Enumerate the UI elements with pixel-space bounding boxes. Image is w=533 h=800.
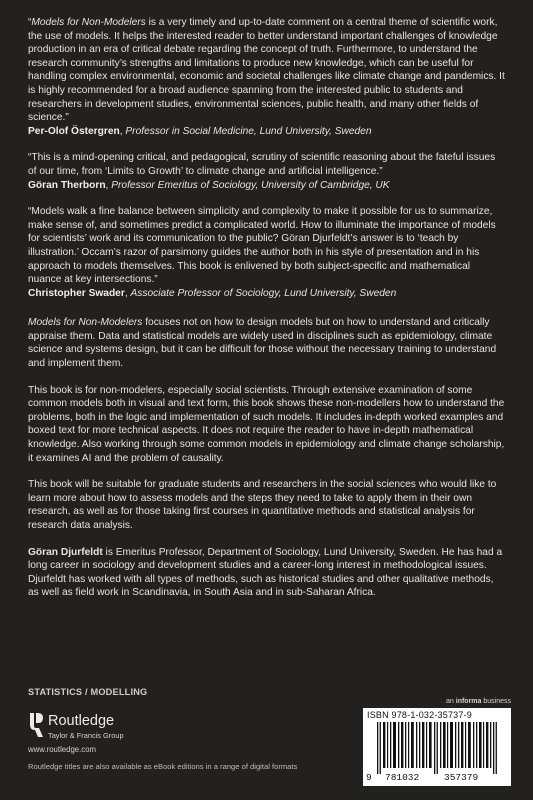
review-3-attribution: Christopher Swader, Associate Professor of Sociology, Lund University, Sweden (28, 287, 397, 299)
review-1-quote: “Models for Non-Modelers is a very timely and up-to-date comment on a central theme of scientific work, the use of models. It helps the interested reader to better understand important challenges of knowledge production in an era of critical debate regarding the concept of truth. Furthermore, to understand the research community’s strengths and limitations to produce new knowledge, which can be useful for handling complex environmental, economic and societal challenges like climate change and pandemics. It is highly recommended for a broad audience spanning from the interested public to students and researchers in development studies, environmental sciences, public health, and many other fields of science.” (28, 17, 505, 124)
subject-category: STATISTICS / MODELLING (28, 687, 148, 697)
description-paragraph-2: This book is for non-modelers, especially social scientists. Through extensive examination of some common models both in visual and text form, this book shows these non-modellers how to understand the problems, both in the logic and implementation of such models. It includes in-depth worked examples and boxed text for more technical aspects. It does not require the reader to have in-depth mathematical knowledge. Also working through some common models in epidemiology and climate change scholarship, it examines AI and the problem of causality. (28, 384, 505, 464)
barcode-bars (373, 722, 505, 774)
description-paragraph-1: Models for Non-Modelers focuses not on how to design models but on how to understand and critically appraise them. Data and statistical models are widely used in disciplines such as epidemiology, climate science and systems design, but it can be difficult for those without the necessary training to understand and implement them. (28, 317, 497, 370)
reviewer-name: Per-Olof Östergren (28, 125, 120, 137)
review-2-quote: “This is a mind-opening critical, and pedagogical, scrutiny of scientific reasoning about the fateful issues of our time, from ‘Limits to Growth’ to climate change and artificial intelligence.” (28, 152, 496, 177)
publisher-name: Routledge (48, 713, 115, 729)
publisher-logo (28, 710, 228, 754)
review-1 (28, 16, 505, 138)
review-2-attribution: Göran Therborn, Professor Emeritus of Sociology, University of Cambridge, UK (28, 179, 390, 191)
ebook-footnote: Routledge titles are also available as eBook editions in a range of digital formats (28, 762, 298, 771)
review-3 (28, 205, 505, 300)
informa-business-label: an informa business (446, 698, 511, 705)
isbn-barcode (363, 708, 511, 786)
barcode-digits: 9 781032 357379 (366, 772, 479, 783)
barcode-area (363, 698, 511, 786)
description-paragraph-3: This book will be suitable for graduate students and researchers in the social sciences who would like to learn more about how to assess models and the steps they need to take to apply them in their own research, as well as for those taking first courses in quantitative methods and statistical analysis for research data analysis. (28, 479, 497, 531)
isbn-number: ISBN 978-1-032-35737-9 (367, 710, 472, 720)
review-1-attribution: Per-Olof Östergren, Professor in Social Medicine, Lund University, Sweden (28, 125, 372, 137)
book-title: Models for Non-Modelers (28, 317, 143, 329)
publisher-url[interactable]: www.routledge.com (28, 745, 97, 754)
routledge-logo-icon (28, 712, 44, 738)
reviewer-name: Christopher Swader (28, 287, 125, 299)
author-bio: Göran Djurfeldt is Emeritus Professor, Department of Sociology, Lund University, Sweden. He has had a long career in sociology and development studies and a career-long interest in methodological issues. Djurfeldt has worked with all types of methods, such as historical studies and other qualitative methods, as well as field work in Scandinavia, in South Asia and in sub-Saharan Africa. (28, 546, 503, 599)
reviewer-affiliation: Professor in Social Medicine, Lund University, Sweden (125, 125, 372, 137)
publisher-group: Taylor & Francis Group (48, 731, 124, 740)
review-3-quote: “Models walk a fine balance between simplicity and complexity to make it possible for us to summarize, make sense of, and sometimes predict a complicated world. How to illuminate the importance of models for scientists’ work and its communication to the public? Göran Djurfeldt’s answer is to ‘teach by illustration.’ Occam’s razor of parsimony guides the author both in his style of presentation and in his approach to models themselves. This book is enlivened by both subject-specific and mathematical nuance at key intersections.” (28, 206, 496, 286)
review-2 (28, 151, 505, 192)
reviewer-affiliation: Professor Emeritus of Sociology, University of Cambridge, UK (111, 179, 390, 191)
reviewer-name: Göran Therborn (28, 179, 106, 191)
reviewer-affiliation: Associate Professor of Sociology, Lund University, Sweden (130, 287, 397, 299)
author-name: Göran Djurfeldt (28, 546, 103, 558)
